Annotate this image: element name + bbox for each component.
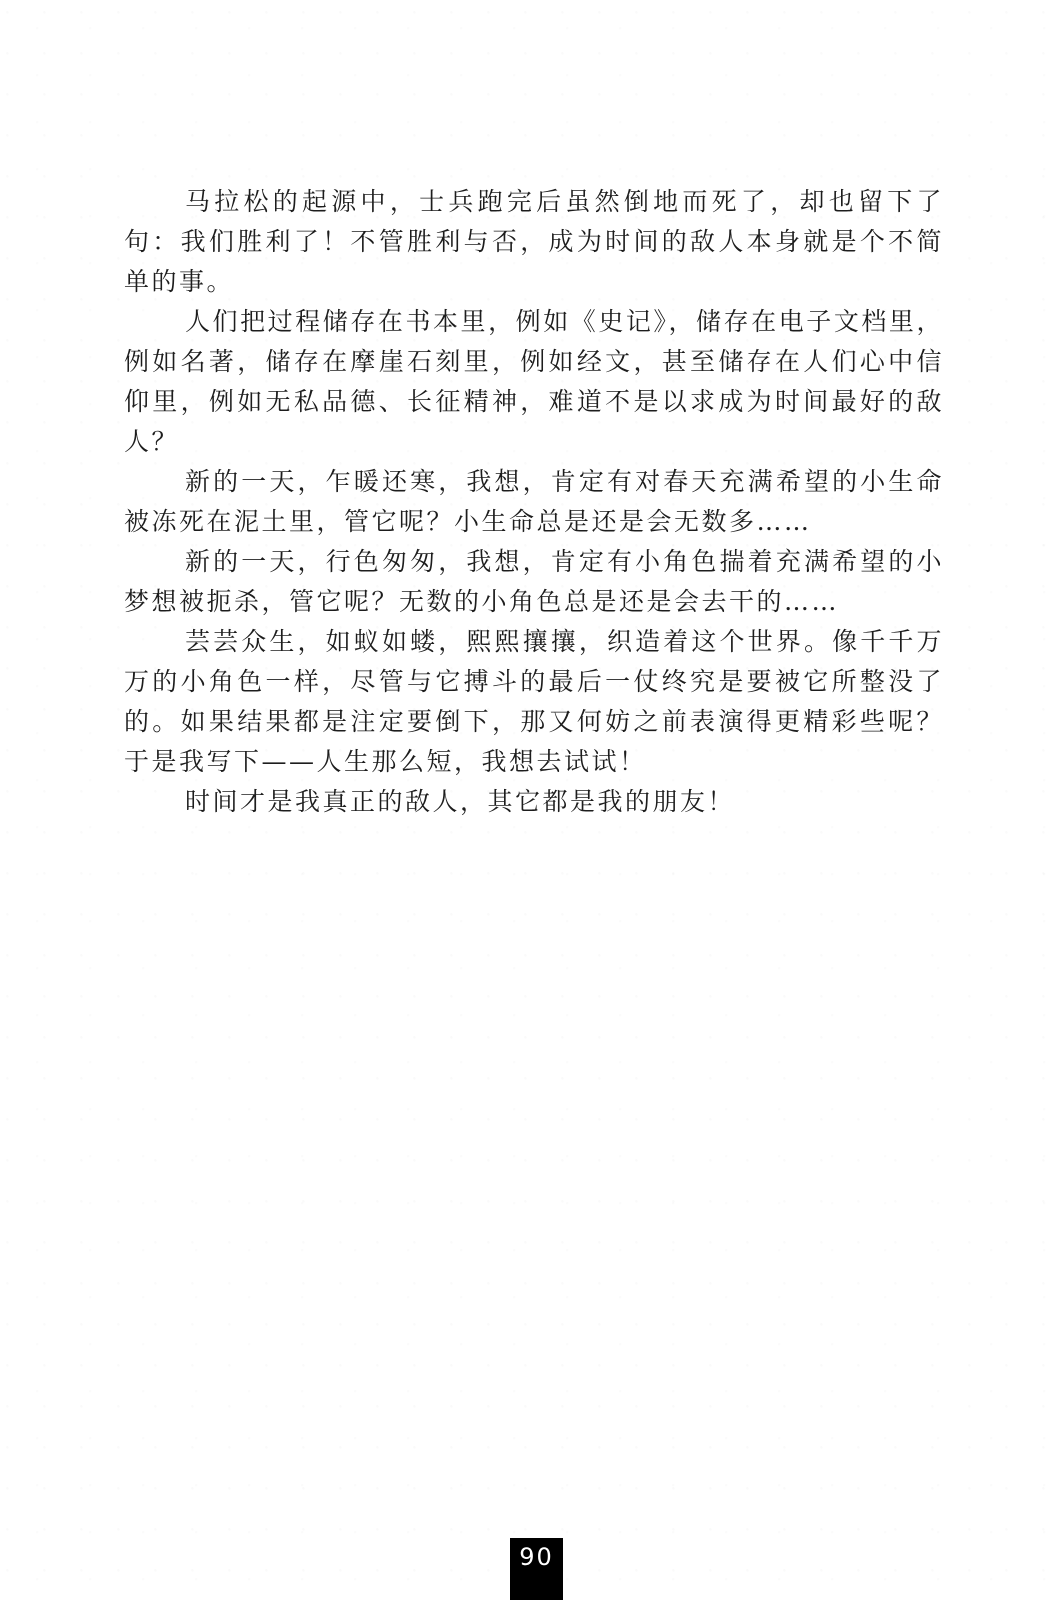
paragraph-5: 芸芸众生，如蚁如蝼，熙熙攘攘，织造着这个世界。像千千万万的小角色一样，尽管与它搏斗的最后一仗终究是要被它所整没了的。如果结果都是注定要倒下，那又何妨之前表演得更精彩些呢？于是我写下——人生那么短，我想去试试！ <box>124 627 944 776</box>
body-text <box>124 182 944 822</box>
paragraph-3: 新的一天，乍暖还寒，我想，肯定有对春天充满希望的小生命被冻死在泥土里，管它呢？小生命总是还是会无数多…… <box>124 467 944 536</box>
page-number: 90 <box>510 1538 563 1600</box>
paragraph-4: 新的一天，行色匆匆，我想，肯定有小角色揣着充满希望的小梦想被扼杀，管它呢？无数的小角色总是还是会去干的…… <box>124 547 944 616</box>
paragraph-1: 马拉松的起源中，士兵跑完后虽然倒地而死了，却也留下了句：我们胜利了！不管胜利与否，成为时间的敌人本身就是个不简单的事。 <box>124 187 944 296</box>
paragraph-2: 人们把过程储存在书本里，例如《史记》，储存在电子文档里，例如名著，储存在摩崖石刻里，例如经文，甚至储存在人们心中信仰里，例如无私品德、长征精神，难道不是以求成为时间最好的敌人？ <box>124 307 944 456</box>
paragraph-6: 时间才是我真正的敌人，其它都是我的朋友！ <box>185 787 736 816</box>
